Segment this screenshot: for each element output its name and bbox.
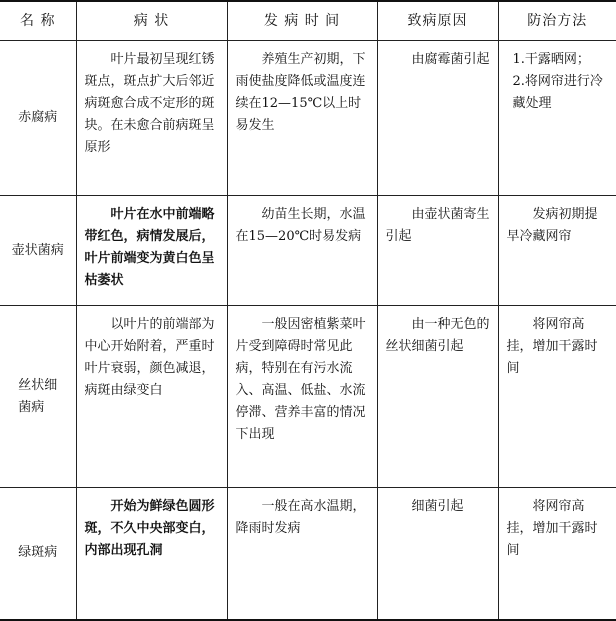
header-name: 名 称 [0,1,76,41]
table-row [0,306,616,488]
disease-name: 壶状菌病 [0,196,76,306]
header-cause: 致病原因 [377,1,498,41]
control-text: 将网帘高挂，增加干露时间 [499,488,616,568]
table-row [0,488,616,620]
header-control: 防治方法 [498,1,616,41]
table-row [0,41,616,196]
header-symptom: 病 状 [76,1,227,41]
symptom-text: 叶片最初呈现红锈斑点，斑点扩大后邻近病斑愈合成不定形的斑块。在未愈合前病斑呈原形 [77,41,227,165]
control-text: 1.干露晒网； 2.将网帘进行冷藏处理 [499,41,616,121]
cause-text: 细菌引起 [378,488,498,524]
disease-name: 丝状细菌病 [0,306,76,488]
control-text: 发病初期提早冷藏网帘 [499,196,616,254]
time-text: 一般在高水温期，降雨时发病 [228,488,377,546]
cause-text: 由壶状菌寄生引起 [378,196,498,254]
time-text: 养殖生产初期，下雨使盐度降低或温度连续在12—15℃以上时易发生 [228,41,377,143]
time-text: 一般因密植紫菜叶片受到障碍时常见此病，特别在有污水流入、高温、低盐、水流停滞、营养丰富的情况下出现 [228,306,377,452]
symptom-text: 叶片在水中前端略带红色，病情发展后，叶片前端变为黄白色呈枯萎状 [77,196,227,298]
symptom-text: 开始为鲜绿色圆形斑，不久中央部变白，内部出现孔洞 [77,488,227,568]
disease-name: 赤腐病 [0,41,76,196]
cause-text: 由腐霉菌引起 [378,41,498,77]
control-text: 将网帘高挂，增加干露时间 [499,306,616,386]
table-row [0,196,616,306]
header-row [0,1,616,41]
symptom-text: 以叶片的前端部为中心开始附着，严重时叶片衰弱，颜色减退，病斑由绿变白 [77,306,227,408]
time-text: 幼苗生长期，水温在15—20℃时易发病 [228,196,377,254]
disease-name: 绿斑病 [0,488,76,620]
header-time: 发 病 时 间 [227,1,377,41]
cause-text: 由一种无色的丝状细菌引起 [378,306,498,364]
